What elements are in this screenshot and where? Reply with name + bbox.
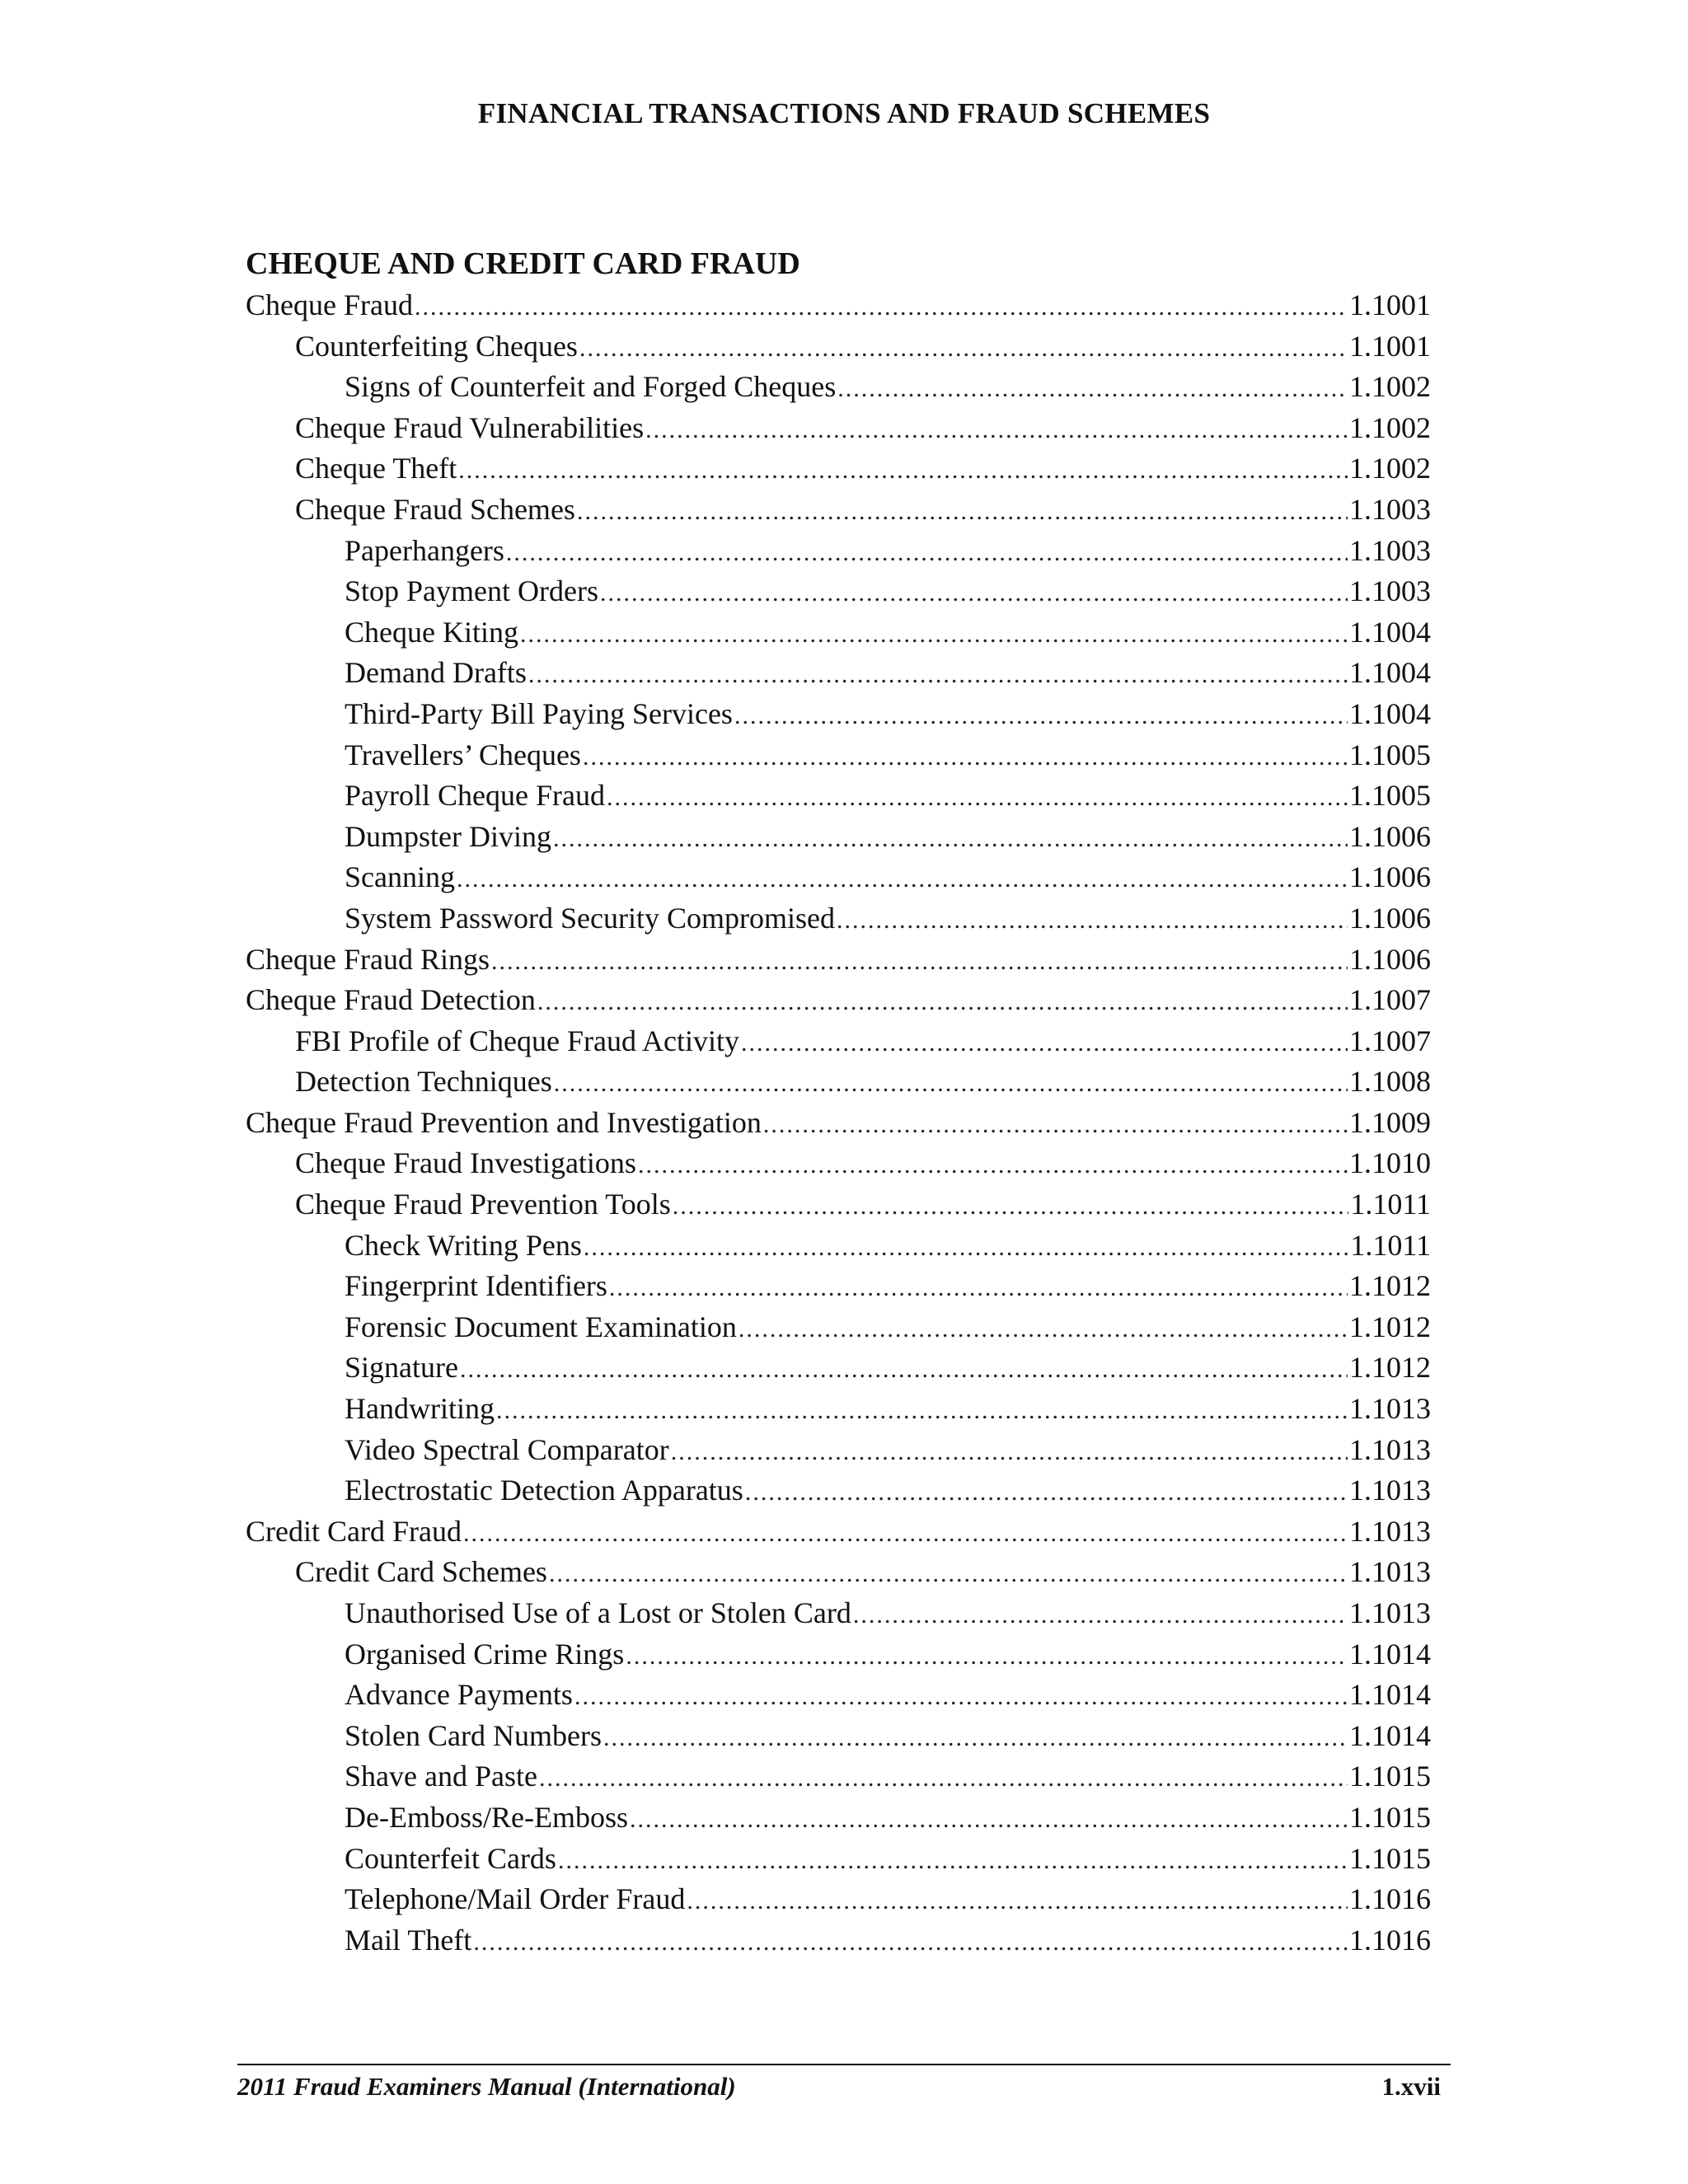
toc-entry: [246, 694, 1431, 735]
toc-dot-leader: [460, 1349, 1348, 1390]
toc-entry: [246, 1675, 1431, 1716]
toc-entry-title: Credit Card Schemes: [295, 1555, 547, 1589]
toc-entry-page: 1.1003: [1349, 574, 1431, 608]
toc-entry: [246, 1797, 1431, 1839]
toc-entry-title: Organised Crime Rings: [345, 1637, 625, 1671]
toc-entry: [246, 531, 1431, 572]
toc-entry: [246, 817, 1431, 858]
toc-entry-title: Cheque Fraud Detection: [246, 983, 536, 1017]
toc-entry-title: Cheque Fraud Schemes: [295, 492, 575, 526]
toc-dot-leader: [603, 1718, 1348, 1759]
toc-dot-leader: [745, 1472, 1348, 1513]
toc-entry: [246, 735, 1431, 776]
table-of-contents: [246, 285, 1431, 1961]
toc-dot-leader: [574, 1676, 1348, 1718]
toc-entry-page: 1.1013: [1349, 1392, 1431, 1426]
toc-entry-page: 1.1013: [1349, 1555, 1431, 1589]
toc-entry-page: 1.1009: [1349, 1105, 1431, 1139]
toc-entry-title: Signs of Counterfeit and Forged Cheques: [345, 370, 837, 404]
toc-dot-leader: [553, 818, 1348, 860]
toc-entry-title: Cheque Theft: [295, 452, 457, 485]
toc-entry-title: Cheque Fraud: [246, 288, 413, 321]
toc-entry: [246, 1062, 1431, 1103]
toc-entry-page: 1.1008: [1349, 1065, 1431, 1099]
toc-entry-page: 1.1013: [1349, 1432, 1431, 1466]
toc-entry: [246, 490, 1431, 531]
toc-entry-page: 1.1001: [1349, 288, 1431, 321]
toc-dot-leader: [763, 1104, 1348, 1146]
toc-entry: [246, 1266, 1431, 1307]
toc-entry-title: Cheque Fraud Investigations: [295, 1146, 636, 1180]
toc-dot-leader: [506, 532, 1348, 574]
toc-entry-page: 1.1013: [1349, 1474, 1431, 1507]
toc-entry-page: 1.1015: [1349, 1760, 1431, 1793]
toc-entry: [246, 1347, 1431, 1389]
toc-entry-page: 1.1011: [1350, 1188, 1431, 1221]
toc-entry-page: 1.1007: [1349, 1024, 1431, 1057]
toc-entry: [246, 1756, 1431, 1797]
toc-entry-page: 1.1005: [1349, 738, 1431, 771]
toc-dot-leader: [609, 1268, 1348, 1309]
toc-entry-title: Counterfeiting Cheques: [295, 329, 578, 363]
toc-entry-title: Shave and Paste: [345, 1760, 537, 1793]
toc-entry: [246, 1184, 1431, 1226]
toc-entry-page: 1.1001: [1349, 329, 1431, 363]
toc-entry-title: Signature: [345, 1351, 458, 1385]
toc-dot-leader: [645, 410, 1348, 451]
toc-dot-leader: [638, 1145, 1348, 1186]
toc-dot-leader: [463, 1513, 1348, 1554]
toc-entry-title: Cheque Fraud Prevention Tools: [295, 1188, 671, 1221]
toc-dot-leader: [734, 696, 1348, 737]
toc-entry-page: 1.1011: [1350, 1228, 1431, 1262]
toc-entry-title: Cheque Kiting: [345, 615, 518, 649]
toc-entry: [246, 653, 1431, 694]
toc-entry-title: Payroll Cheque Fraud: [345, 779, 605, 813]
toc-entry-page: 1.1007: [1349, 983, 1431, 1017]
toc-entry: [246, 367, 1431, 408]
toc-entry-title: Electrostatic Detection Apparatus: [345, 1474, 743, 1507]
toc-dot-leader: [687, 1881, 1348, 1922]
toc-entry-title: Counterfeit Cards: [345, 1841, 556, 1875]
footer-divider: [237, 2064, 1451, 2065]
toc-dot-leader: [630, 1799, 1348, 1840]
toc-entry-title: Dumpster Diving: [345, 819, 551, 853]
toc-entry-title: Check Writing Pens: [345, 1228, 582, 1262]
toc-entry-title: Mail Theft: [345, 1923, 472, 1957]
toc-entry-page: 1.1016: [1349, 1882, 1431, 1916]
toc-entry: [246, 1430, 1431, 1471]
toc-entry-page: 1.1004: [1349, 696, 1431, 730]
toc-entry-title: Unauthorised Use of a Lost or Stolen Card: [345, 1596, 851, 1629]
toc-entry-title: Credit Card Fraud: [246, 1514, 462, 1548]
toc-dot-leader: [496, 1390, 1348, 1432]
toc-entry-title: Telephone/Mail Order Fraud: [345, 1882, 686, 1916]
toc-dot-leader: [584, 1227, 1348, 1268]
toc-entry-page: 1.1003: [1349, 533, 1431, 567]
toc-dot-leader: [837, 368, 1348, 410]
toc-entry-page: 1.1006: [1349, 901, 1431, 935]
toc-entry-page: 1.1002: [1349, 452, 1431, 485]
toc-entry-title: Handwriting: [345, 1392, 495, 1426]
toc-entry-page: 1.1004: [1349, 615, 1431, 649]
toc-entry: [246, 898, 1431, 940]
toc-entry-page: 1.1014: [1349, 1718, 1431, 1752]
toc-entry-page: 1.1002: [1349, 370, 1431, 404]
toc-dot-leader: [549, 1554, 1348, 1595]
footer-manual-title: 2011 Fraud Examiners Manual (International): [237, 2072, 736, 2101]
page-header: FINANCIAL TRANSACTIONS AND FRAUD SCHEMES: [477, 97, 1211, 129]
toc-dot-leader: [473, 1922, 1348, 1963]
toc-entry: [246, 408, 1431, 449]
toc-dot-leader: [457, 859, 1348, 900]
toc-entry-page: 1.1006: [1349, 942, 1431, 976]
toc-entry: [246, 1389, 1431, 1430]
toc-entry: [246, 448, 1431, 490]
toc-dot-leader: [600, 573, 1348, 614]
toc-entry: [246, 1511, 1431, 1553]
toc-entry-title: System Password Security Compromised: [345, 901, 835, 935]
toc-entry-page: 1.1003: [1349, 492, 1431, 526]
toc-entry-page: 1.1013: [1349, 1596, 1431, 1629]
toc-entry: [246, 1552, 1431, 1593]
toc-entry-title: Forensic Document Examination: [345, 1310, 737, 1343]
toc-entry: [246, 1920, 1431, 1961]
toc-dot-leader: [853, 1595, 1348, 1636]
toc-entry-page: 1.1013: [1349, 1514, 1431, 1548]
toc-dot-leader: [583, 737, 1348, 778]
toc-entry: [246, 571, 1431, 612]
toc-entry-page: 1.1002: [1349, 410, 1431, 444]
toc-entry-title: Travellers’ Cheques: [345, 738, 581, 771]
toc-entry-page: 1.1016: [1349, 1923, 1431, 1957]
toc-entry-title: Third-Party Bill Paying Services: [345, 696, 733, 730]
toc-entry: [246, 940, 1431, 981]
toc-entry-title: Paperhangers: [345, 533, 504, 567]
toc-entry-title: Fingerprint Identifiers: [345, 1269, 607, 1303]
footer-page-number: 1.xvii: [1381, 2072, 1441, 2101]
toc-dot-leader: [579, 328, 1348, 369]
toc-entry: [246, 612, 1431, 654]
toc-entry: [246, 1143, 1431, 1184]
toc-entry: [246, 776, 1431, 817]
toc-entry-page: 1.1012: [1349, 1310, 1431, 1343]
toc-entry-page: 1.1015: [1349, 1800, 1431, 1834]
toc-entry: [246, 1021, 1431, 1062]
toc-entry-page: 1.1010: [1349, 1146, 1431, 1180]
toc-entry: [246, 980, 1431, 1021]
toc-entry: [246, 1103, 1431, 1144]
toc-entry-page: 1.1005: [1349, 779, 1431, 813]
toc-entry-title: Stop Payment Orders: [345, 574, 598, 608]
toc-dot-leader: [528, 654, 1348, 696]
toc-dot-leader: [738, 1309, 1348, 1350]
section-title: CHEQUE AND CREDIT CARD FRAUD: [246, 246, 800, 281]
toc-entry-page: 1.1015: [1349, 1841, 1431, 1875]
toc-entry-page: 1.1012: [1349, 1351, 1431, 1385]
toc-dot-leader: [558, 1840, 1348, 1882]
toc-dot-leader: [671, 1432, 1348, 1473]
toc-dot-leader: [458, 450, 1348, 491]
toc-entry: [246, 1634, 1431, 1675]
toc-entry: [246, 1470, 1431, 1511]
toc-dot-leader: [673, 1186, 1349, 1227]
toc-entry: [246, 326, 1431, 368]
toc-entry-title: Cheque Fraud Prevention and Investigation: [246, 1105, 762, 1139]
toc-dot-leader: [520, 614, 1348, 655]
toc-entry-page: 1.1014: [1349, 1678, 1431, 1712]
toc-dot-leader: [607, 777, 1348, 818]
toc-entry-page: 1.1006: [1349, 860, 1431, 894]
toc-dot-leader: [837, 900, 1348, 941]
toc-entry-title: De-Emboss/Re-Emboss: [345, 1800, 628, 1834]
toc-entry: [246, 1593, 1431, 1634]
toc-entry-title: Scanning: [345, 860, 455, 894]
toc-entry-title: Advance Payments: [345, 1678, 573, 1712]
toc-entry: [246, 857, 1431, 898]
toc-entry: [246, 285, 1431, 326]
toc-entry: [246, 1716, 1431, 1757]
toc-entry-title: FBI Profile of Cheque Fraud Activity: [295, 1024, 739, 1057]
toc-entry: [246, 1879, 1431, 1920]
toc-dot-leader: [537, 982, 1348, 1023]
toc-dot-leader: [554, 1063, 1348, 1104]
toc-entry-page: 1.1006: [1349, 819, 1431, 853]
toc-entry-page: 1.1012: [1349, 1269, 1431, 1303]
toc-dot-leader: [415, 287, 1348, 328]
toc-entry-title: Cheque Fraud Vulnerabilities: [295, 410, 645, 444]
toc-dot-leader: [491, 941, 1348, 982]
toc-entry-title: Detection Techniques: [295, 1065, 552, 1099]
toc-entry-page: 1.1004: [1349, 656, 1431, 690]
toc-entry-title: Cheque Fraud Rings: [246, 942, 490, 976]
toc-entry: [246, 1226, 1431, 1267]
toc-dot-leader: [539, 1758, 1348, 1799]
toc-entry-title: Stolen Card Numbers: [345, 1718, 602, 1752]
toc-entry-title: Demand Drafts: [345, 656, 527, 690]
toc-dot-leader: [577, 491, 1348, 532]
toc-entry-page: 1.1014: [1349, 1637, 1431, 1671]
toc-entry: [246, 1839, 1431, 1880]
toc-dot-leader: [626, 1636, 1348, 1677]
toc-dot-leader: [741, 1023, 1348, 1064]
toc-entry: [246, 1307, 1431, 1348]
toc-entry-title: Video Spectral Comparator: [345, 1432, 669, 1466]
